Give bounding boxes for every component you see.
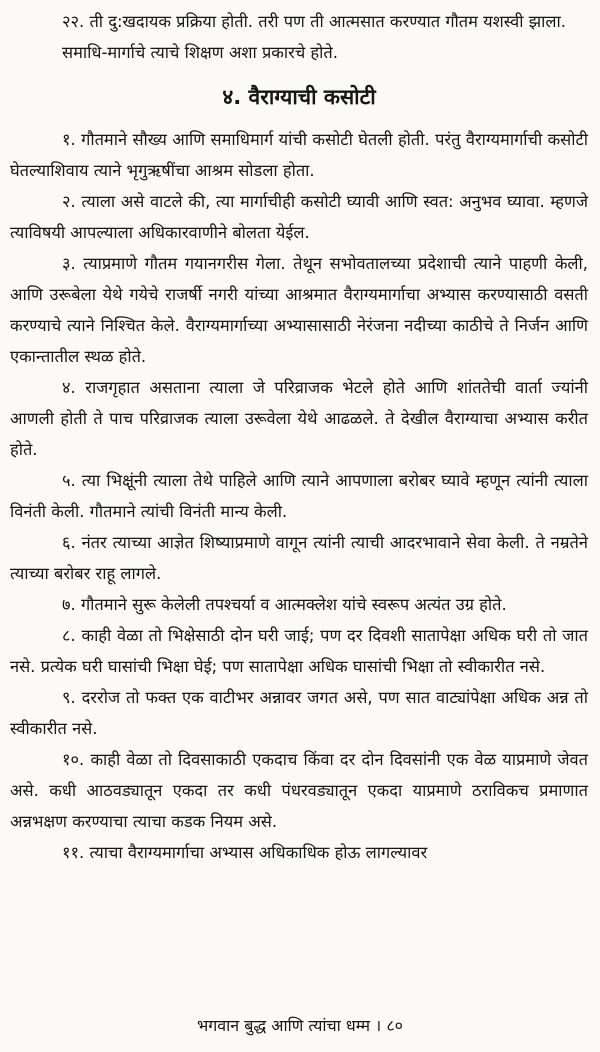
paragraph: २. त्याला असे वाटले की, त्या मार्गाचीही कसोटी घ्यावी आणि स्वत: अनुभव घ्यावा. म्हणजे त्याविषयी आपल्याला अधिकारवाणीने बोलता येईल.: [10, 192, 588, 242]
chapter-body: [10, 124, 588, 868]
paragraph-22: २२. ती दु:खदायक प्रक्रिया होती. तरी पण ती आत्मसात करण्यात गौतम यशस्वी झाला.: [62, 12, 566, 31]
paragraph: ५. त्या भिक्षूंनी त्याला तेथे पाहिले आणि त्याने आपणाला बरोबर घ्यावे म्हणून त्यांनी त्याला विनंती केली. गौतमाने त्यांची विनंती मान्य केली.: [10, 471, 588, 521]
paragraph: ८. काही वेळा तो भिक्षेसाठी दोन घरी जाई; पण दर दिवशी सातापेक्षा अधिक घरी तो जात नसे. प्रत्येक घरी घासांची भिक्षा घेई; पण सातापेक्षा अधिक घासांची भिक्षा तो स्वीकारीत नसे.: [10, 626, 588, 676]
paragraph: ९. दररोज तो फक्त एक वाटीभर अन्नावर जगत असे, पण सात वाट्यांपेक्षा अधिक अन्न तो स्वीकारीत नसे.: [10, 688, 588, 738]
chapter-heading: ४. वैराग्याची कसोटी: [222, 85, 376, 109]
paragraph: १. गौतमाने सौख्य आणि समाधिमार्ग यांची कसोटी घेतली होती. परंतु वैराग्यमार्गाची कसोटी घेतल्याशिवाय त्याने भृगुऋषींचा आश्रम सोडला होता.: [10, 130, 588, 180]
paragraph: ७. गौतमाने सुरू केलेली तपश्चर्या व आत्मक्लेश यांचे स्वरूप अत्यंत उग्र होते.: [62, 595, 507, 614]
paragraph: ४. राजगृहात असताना त्याला जे परिव्राजक भेटले होते आणि शांततेची वार्ता ज्यांनी आणली होती ते पाच परिव्राजक त्याला उरूवेला येथे आढळले. ते देखील वैराग्याचा अभ्यास करीत होते.: [10, 378, 588, 459]
page-footer: भगवान बुद्ध आणि त्यांचा धम्म । ८०: [197, 1016, 403, 1035]
paragraph: १०. काही वेळा तो दिवसाकाठी एकदाच किंवा दर दोन दिवसांनी एक वेळ याप्रमाणे जेवत असे. कधी आठवड्यातून एकदा तर कधी पंधरवड्यातून एकदा याप्रमाणे ठराविकच प्रमाणात अन्नभक्षण करण्याचा त्याचा कडक नियम असे.: [10, 750, 588, 831]
paragraph: ११. त्याचा वैराग्यमार्गाचा अभ्यास अधिकाधिक होऊ लागल्यावर: [62, 843, 428, 862]
paragraph-conclusion: समाधि-मार्गाचे त्याचे शिक्षण अशा प्रकारचे होते.: [62, 43, 338, 62]
paragraph: ३. त्याप्रमाणे गौतम गयानगरीस गेला. तेथून सभोवतालच्या प्रदेशाची त्याने पाहणी केली, आणि उरूबेला येथे गयेचे राजर्षी नगरी यांच्या आश्रमात वैराग्यमार्गाचा अभ्यास करण्यासाठी वसती करण्याचे त्याने निश्चित केले. वैराग्यमार्गाच्या अभ्यासासाठी नेरंजना नदीच्या काठीचे ते निर्जन आणि एकान्तातील स्थळ होते.: [10, 254, 588, 366]
paragraph: ६. नंतर त्याच्या आज्ञेत शिष्याप्रमाणे वागून त्यांनी त्याची आदरभावाने सेवा केली. ते नम्रतेने त्याच्या बरोबर राहू लागले.: [10, 533, 588, 583]
intro-section: [10, 6, 588, 68]
